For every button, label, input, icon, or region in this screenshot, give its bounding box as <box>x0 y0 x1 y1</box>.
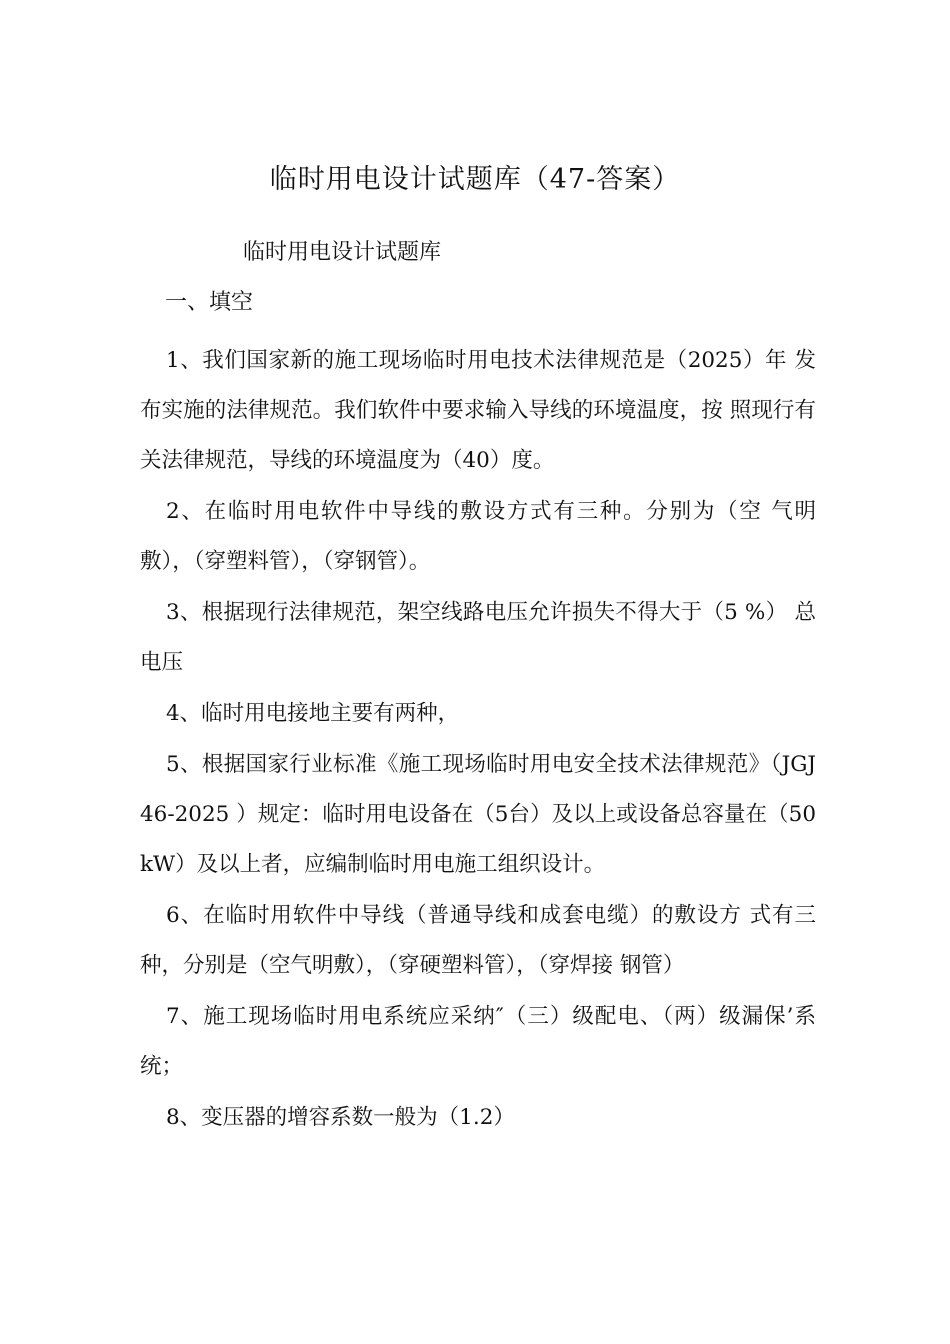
question-item: 1、我们国家新的施工现场临时用电技术法律规范是（2025）年 发布实施的法律规范。我们软件中要求输入导线的环境温度，按 照现行有关法律规范，导线的环境温度为（40）度。 <box>140 348 816 473</box>
document-title: 临时用电设计试题库（47-答案） <box>269 164 681 195</box>
question-item: 3、根据现行法律规范，架空线路电压允许损失不得大于（5 %） 总电压 <box>140 600 816 675</box>
question-item: 6、在临时用软件中导线（普通导线和成套电缆）的敷设方 式有三种，分别是（空气明敷），（穿硬塑料管），（穿焊接 钢管） <box>140 903 816 978</box>
question-item: 5、根据国家行业标准《施工现场临时用电安全技术法律规范》（JGJ46-2025 ）规定：临时用电设备在（5台）及以上或设备总容量在（50kW）及以上者，应编制临时用电施工组织设计。 <box>140 752 816 877</box>
question-list <box>140 336 816 1144</box>
question-item: 4、临时用电接地主要有两种， <box>166 701 460 726</box>
question-item: 2、在临时用电软件中导线的敷设方式有三种。分别为（空 气明敷），（穿塑料管），（穿钢管）。 <box>140 499 816 574</box>
question-item: 8、变压器的增容系数一般为（1.2） <box>166 1105 515 1130</box>
section-heading-fill-in: 一、填空 <box>165 290 254 315</box>
document-subtitle: 临时用电设计试题库 <box>243 240 442 265</box>
question-item: 7、施工现场临时用电系统应采纳″（三）级配电、（两）级漏保’系统； <box>140 1004 816 1079</box>
